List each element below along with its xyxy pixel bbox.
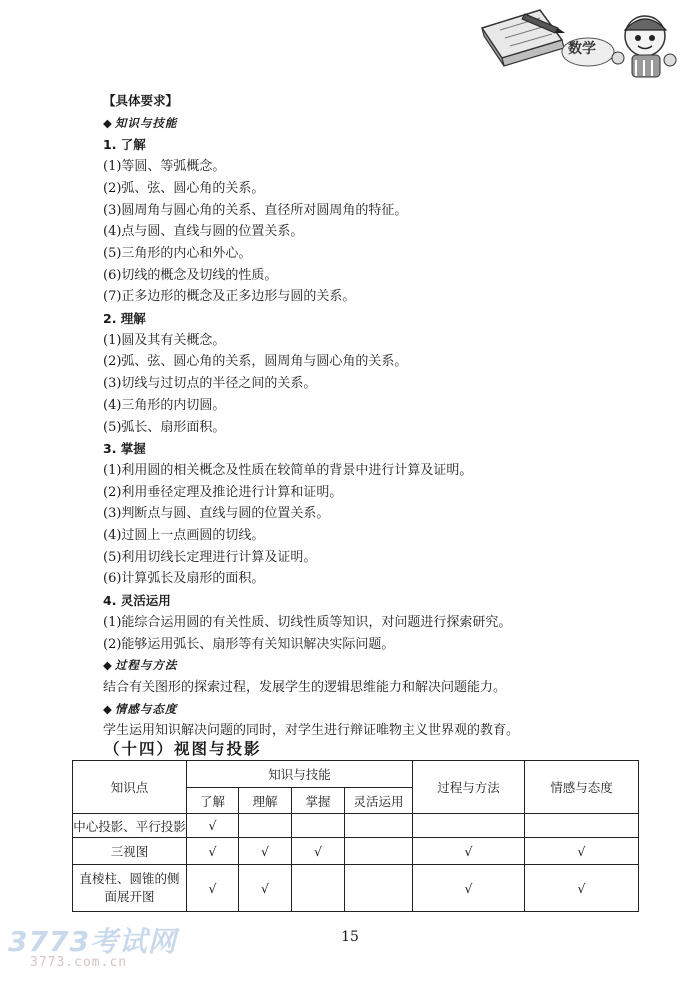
list-item: (1)圆及其有关概念。	[103, 332, 226, 348]
check-cell: √	[525, 865, 639, 912]
list-item: (7)正多边形的概念及正多边形与圆的关系。	[103, 289, 356, 305]
list-item: (4)过圆上一点画圆的切线。	[103, 528, 265, 544]
process-heading-text: 过程与方法	[114, 658, 178, 673]
header-process-method: 过程与方法	[413, 761, 525, 814]
check-cell: √	[413, 838, 525, 865]
list-item: (4)点与圆、直线与圆的位置关系。	[103, 224, 304, 240]
list-item: (3)切线与过切点的半径之间的关系。	[103, 376, 317, 392]
page-number: 15	[341, 929, 359, 945]
process-heading	[103, 655, 643, 677]
check-cell: √	[525, 838, 639, 865]
subheader-cell: 掌握	[292, 788, 345, 814]
check-cell	[345, 865, 413, 912]
check-cell	[292, 865, 345, 912]
level-understand-heading: 1. 了解	[103, 137, 146, 153]
table-header-row	[73, 761, 639, 788]
diamond-bullet-icon: ◆	[103, 115, 113, 130]
watermark-brand: 3773考试网	[8, 925, 177, 958]
level-master-heading: 3. 掌握	[103, 441, 146, 457]
requirements-table	[72, 760, 639, 912]
check-cell: √	[187, 865, 239, 912]
list-item: (5)利用切线长定理进行计算及证明。	[103, 549, 317, 565]
subheader-cell: 了解	[187, 788, 239, 814]
list-item: (5)三角形的内心和外心。	[103, 245, 252, 261]
list-item: (2)弧、弦、圆心角的关系，圆周角与圆心角的关系。	[103, 354, 408, 370]
header-emotion-attitude: 情感与态度	[525, 761, 639, 814]
process-text: 结合有关图形的探索过程，发展学生的逻辑思维能力和解决问题能力。	[103, 679, 507, 695]
subheader-cell: 灵活运用	[345, 788, 413, 814]
row-label: 三视图	[73, 838, 187, 865]
check-cell: √	[239, 838, 292, 865]
list-item: (2)弧、弦、圆心角的关系。	[103, 180, 265, 196]
list-item: (6)切线的概念及切线的性质。	[103, 267, 278, 283]
section-title: （十四）视图与投影	[104, 739, 262, 758]
diamond-bullet-icon: ◆	[103, 658, 113, 673]
emotion-heading	[103, 699, 643, 721]
diamond-bullet-icon: ◆	[103, 701, 113, 716]
check-cell: √	[413, 865, 525, 912]
table-row	[73, 838, 639, 865]
level-comprehend-heading: 2. 理解	[103, 311, 146, 327]
level-apply-heading: 4. 灵活运用	[103, 593, 171, 609]
check-cell: √	[187, 814, 239, 838]
header-knowledge-skills: 知识与技能	[187, 761, 413, 788]
knowledge-heading-text: 知识与技能	[114, 115, 178, 130]
list-item: (4)三角形的内切圆。	[103, 397, 226, 413]
list-item: (6)计算弧长及扇形的面积。	[103, 571, 265, 587]
table-row	[73, 814, 639, 838]
row-label: 中心投影、平行投影	[73, 814, 187, 838]
row-label-line: 面展开图	[104, 889, 155, 904]
check-cell	[413, 814, 525, 838]
requirements-section	[103, 90, 643, 742]
check-cell	[525, 814, 639, 838]
check-cell	[292, 814, 345, 838]
check-cell: √	[292, 838, 345, 865]
list-item: (1)能综合运用圆的有关性质、切线性质等知识，对问题进行探索研究。	[103, 614, 512, 630]
check-cell: √	[239, 865, 292, 912]
list-item: (3)判断点与圆、直线与圆的位置关系。	[103, 506, 330, 522]
table-row	[73, 865, 639, 912]
subheader-cell: 理解	[239, 788, 292, 814]
header-knowledge-point: 知识点	[73, 761, 187, 814]
row-label-line: 直棱柱、圆锥的侧	[79, 871, 180, 886]
check-cell	[345, 814, 413, 838]
list-item: (5)弧长、扇形面积。	[103, 419, 226, 435]
watermark-url: 3773.com.cn	[30, 955, 128, 970]
list-item: (2)利用垂径定理及推论进行计算和证明。	[103, 484, 343, 500]
emotion-heading-text: 情感与态度	[114, 701, 178, 716]
check-cell	[239, 814, 292, 838]
check-cell	[345, 838, 413, 865]
row-label	[73, 865, 187, 912]
emotion-text: 学生运用知识解决问题的同时，对学生进行辩证唯物主义世界观的教育。	[103, 723, 520, 739]
list-item: (1)利用圆的相关概念及性质在较简单的背景中进行计算及证明。	[103, 462, 473, 478]
list-item: (2)能够运用弧长、扇形等有关知识解决实际问题。	[103, 636, 395, 652]
list-item: (1)等圆、等弧概念。	[103, 159, 226, 175]
list-item: (3)圆周角与圆心角的关系、直径所对圆周角的特征。	[103, 202, 408, 218]
check-cell: √	[187, 838, 239, 865]
subject-label: 数学	[568, 41, 596, 57]
requirements-title: 【具体要求】	[103, 93, 179, 108]
knowledge-heading	[103, 113, 643, 135]
